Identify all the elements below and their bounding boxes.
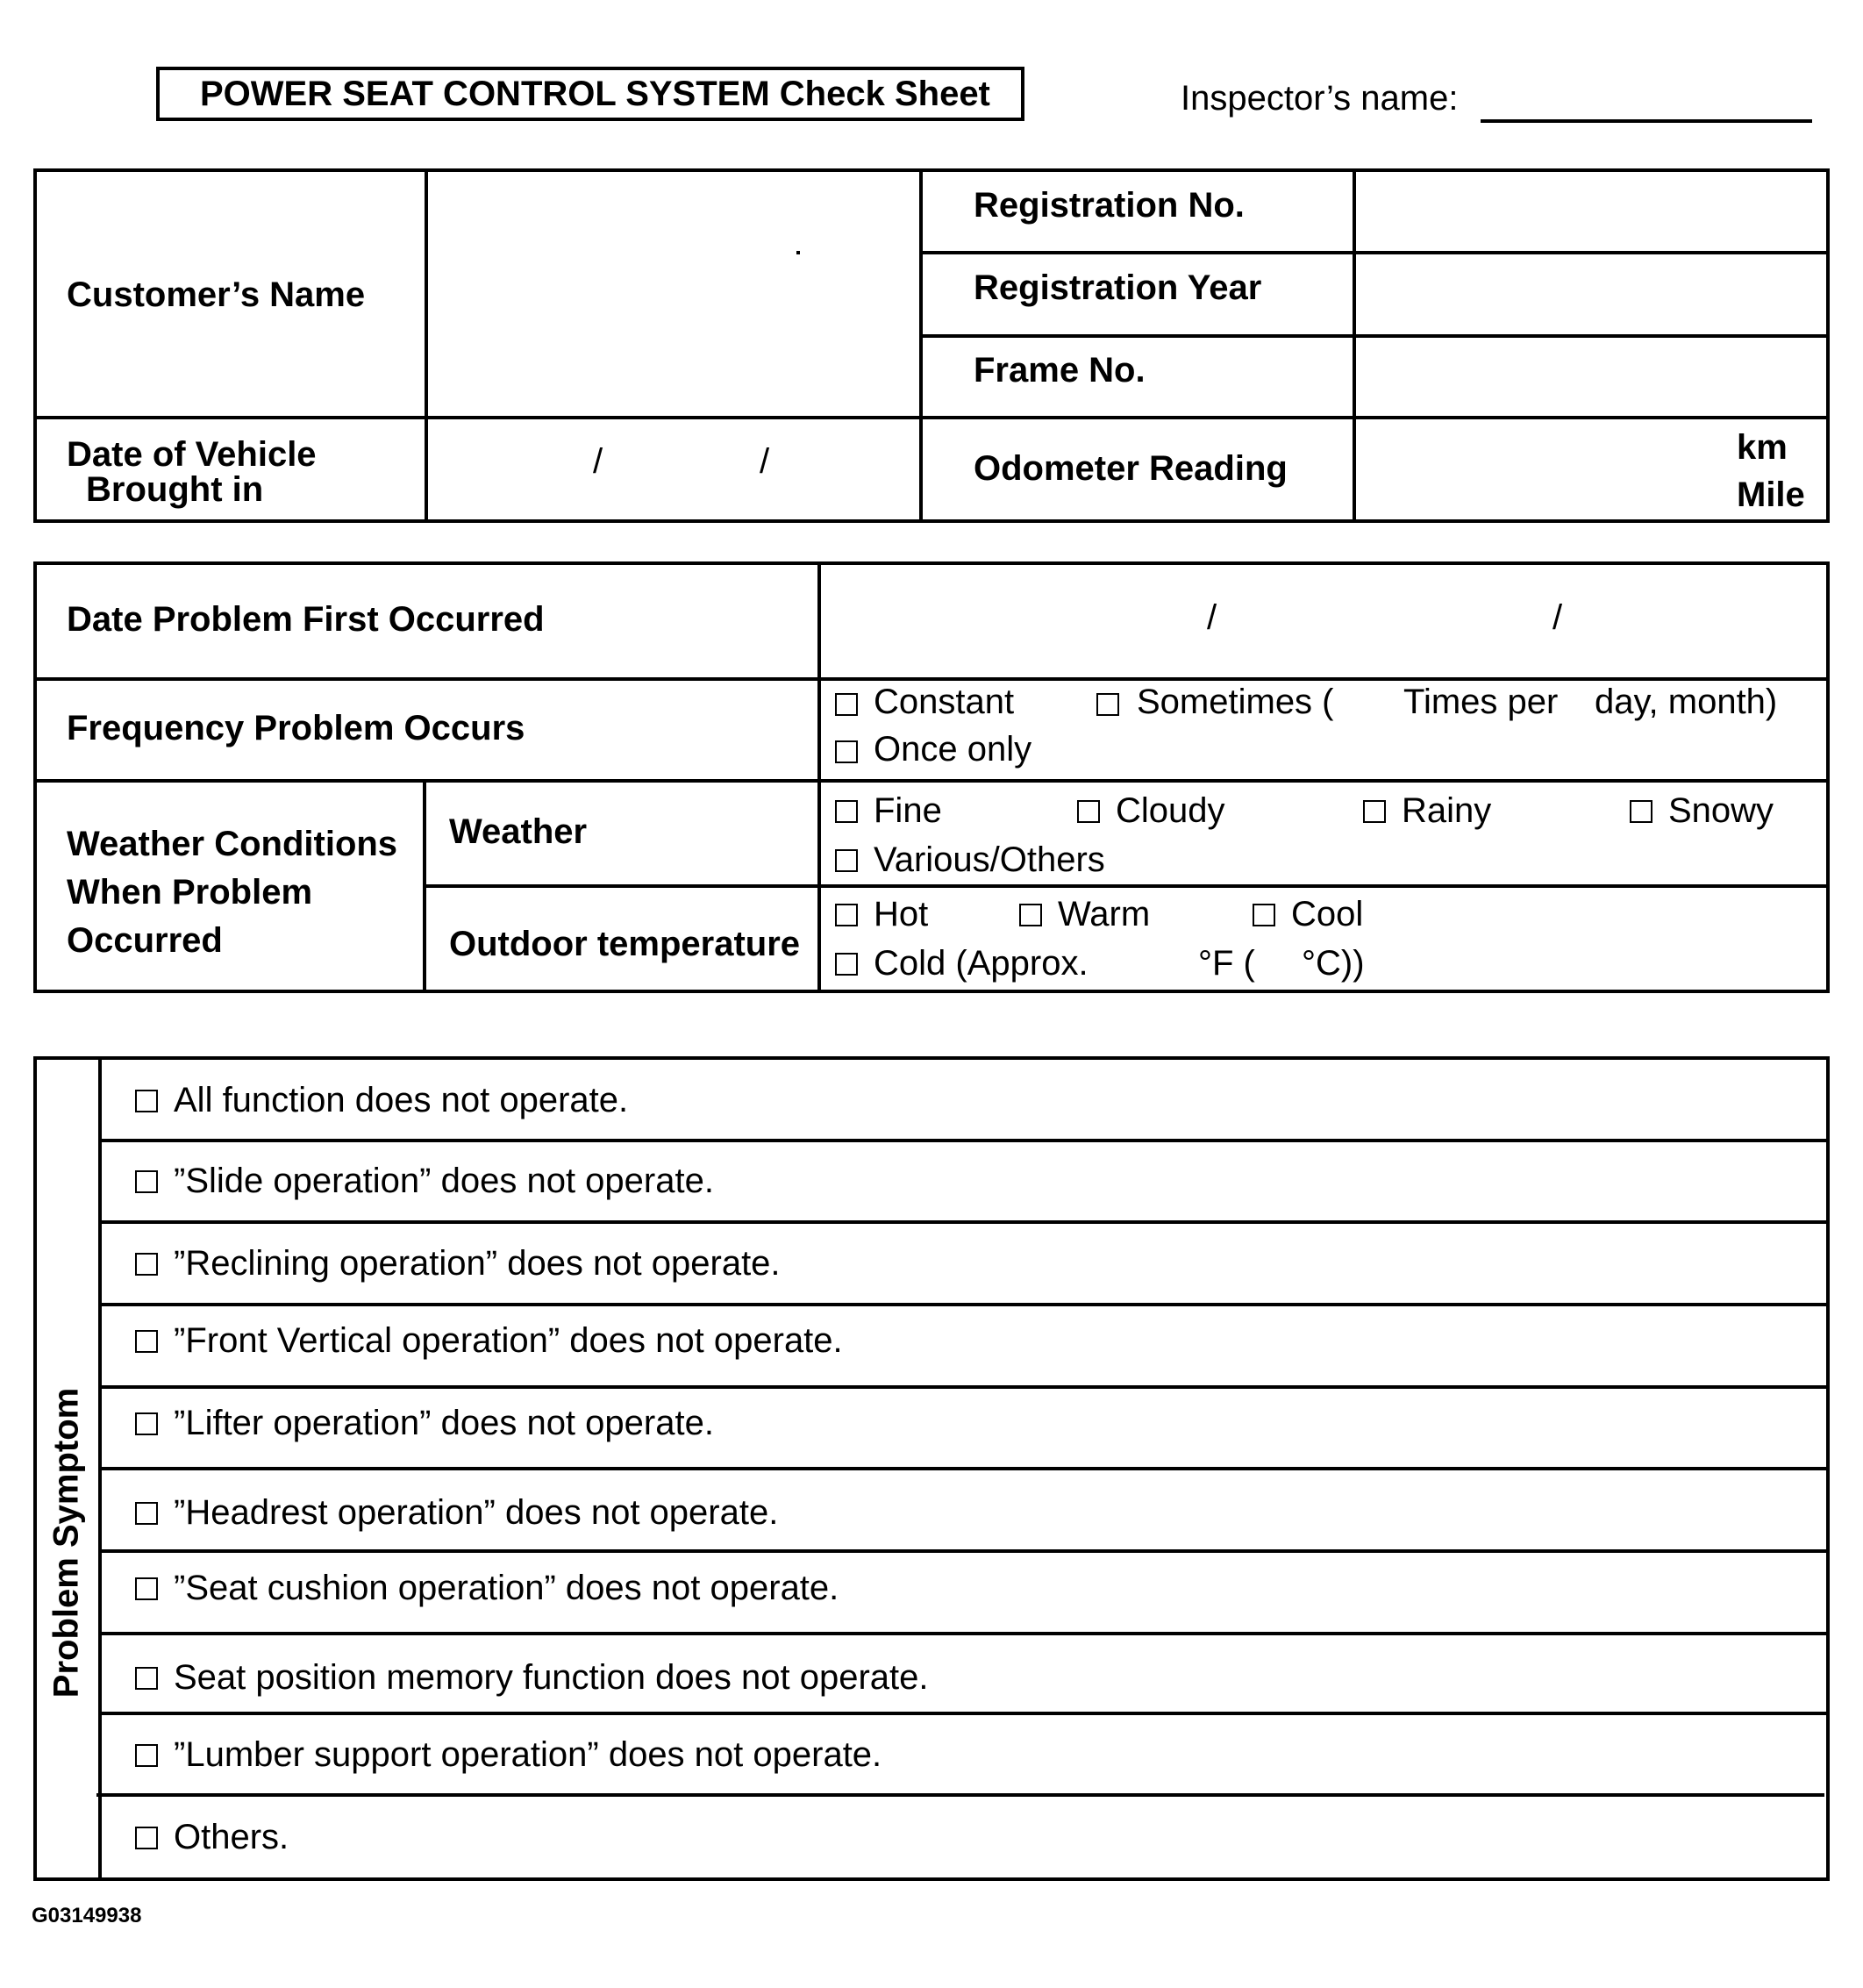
divider [98,1385,1830,1389]
check-sheet-title: POWER SEAT CONTROL SYSTEM Check Sheet [156,67,1024,121]
hot-label: Hot [874,895,929,933]
cold-checkbox[interactable] [835,953,858,976]
divider [98,1632,1830,1635]
cloudy-label: Cloudy [1116,791,1225,830]
cold-label: Cold (Approx. [874,944,1089,983]
times-per-label: Times per [1403,683,1559,721]
rainy-checkbox[interactable] [1363,800,1386,823]
weather-label: Weather [449,812,588,851]
date-first-occurred-label: Date Problem First Occurred [67,600,545,639]
inspector-name-field[interactable] [1481,119,1812,123]
date-brought-in-label-line2: Brought in [86,470,264,509]
weather-conditions-label-line2: When Problem [67,873,313,912]
divider [96,1793,1824,1797]
celsius-label: °C)) [1302,944,1365,983]
various-others-checkbox[interactable] [835,849,858,872]
date-separator: / [760,442,770,481]
symptom-checkbox[interactable] [135,1253,158,1276]
divider [33,779,1830,783]
date-first-occurred-field[interactable] [821,565,1826,677]
symptom-checkbox[interactable] [135,1170,158,1193]
date-brought-in-label-line1: Date of Vehicle [67,435,317,474]
hot-checkbox[interactable] [835,904,858,926]
figure-code: G03149938 [32,1904,142,1927]
divider [98,1467,1830,1470]
divider [98,1712,1830,1715]
stray-dot [796,251,800,254]
outdoor-temperature-label: Outdoor temperature [449,925,801,963]
warm-checkbox[interactable] [1019,904,1042,926]
divider [98,1549,1830,1553]
snowy-checkbox[interactable] [1630,800,1652,823]
date-separator: / [593,442,603,481]
divider [98,1303,1830,1306]
odometer-label: Odometer Reading [974,449,1288,488]
divider [98,1220,1830,1224]
day-month-label: day, month) [1595,683,1778,721]
symptom-checkbox[interactable] [135,1577,158,1600]
once-only-label: Once only [874,730,1032,769]
customer-name-field[interactable] [428,172,916,416]
warm-label: Warm [1058,895,1151,933]
constant-label: Constant [874,683,1015,721]
symptom-item: Seat position memory function does not operate. [174,1658,929,1697]
weather-conditions-label-line3: Occurred [67,921,223,960]
frame-no-label: Frame No. [974,351,1146,390]
odometer-unit-mile: Mile [1737,476,1805,514]
symptom-checkbox[interactable] [135,1744,158,1767]
cloudy-checkbox[interactable] [1077,800,1100,823]
fine-label: Fine [874,791,942,830]
odometer-unit-km: km [1737,428,1788,467]
frame-no-field[interactable] [1356,338,1826,416]
constant-checkbox[interactable] [835,693,858,716]
date-separator: / [1207,598,1217,637]
cool-checkbox[interactable] [1253,904,1275,926]
symptom-item: ”Lumber support operation” does not operate. [174,1735,882,1774]
symptom-item: ”Front Vertical operation” does not operate. [174,1321,843,1360]
symptom-checkbox[interactable] [135,1330,158,1353]
symptom-item: ”Lifter operation” does not operate. [174,1404,714,1442]
registration-year-field[interactable] [1356,254,1826,334]
symptom-checkbox[interactable] [135,1412,158,1435]
date-separator: / [1552,598,1563,637]
rainy-label: Rainy [1402,791,1492,830]
registration-no-field[interactable] [1356,172,1826,251]
symptom-item: ”Reclining operation” does not operate. [174,1244,781,1283]
divider [423,884,1830,888]
divider [98,1139,1830,1142]
symptom-item: Others. [174,1818,289,1856]
snowy-label: Snowy [1668,791,1774,830]
registration-no-label: Registration No. [974,186,1245,225]
symptom-item: ”Headrest operation” does not operate. [174,1493,779,1532]
frequency-label: Frequency Problem Occurs [67,709,525,747]
sometimes-checkbox[interactable] [1096,693,1119,716]
various-others-label: Various/Others [874,840,1105,879]
symptom-item: ”Seat cushion operation” does not operate. [174,1569,839,1607]
fine-checkbox[interactable] [835,800,858,823]
symptom-checkbox[interactable] [135,1502,158,1525]
once-only-checkbox[interactable] [835,740,858,763]
cool-label: Cool [1291,895,1364,933]
fahrenheit-label: °F ( [1198,944,1255,983]
date-brought-in-field[interactable] [428,419,916,519]
divider [919,168,923,523]
symptom-checkbox[interactable] [135,1827,158,1849]
customer-name-label: Customer’s Name [67,275,366,314]
odometer-field[interactable] [1356,419,1724,519]
problem-symptom-label: Problem Symptom [46,1387,86,1698]
weather-conditions-label-line1: Weather Conditions [67,825,398,863]
sometimes-label: Sometimes ( [1137,683,1334,721]
inspector-name-label: Inspector’s name: [1181,79,1459,118]
symptom-checkbox[interactable] [135,1667,158,1690]
symptom-item: All function does not operate. [174,1081,629,1119]
registration-year-label: Registration Year [974,268,1262,307]
symptom-item: ”Slide operation” does not operate. [174,1162,714,1200]
symptom-checkbox[interactable] [135,1090,158,1112]
